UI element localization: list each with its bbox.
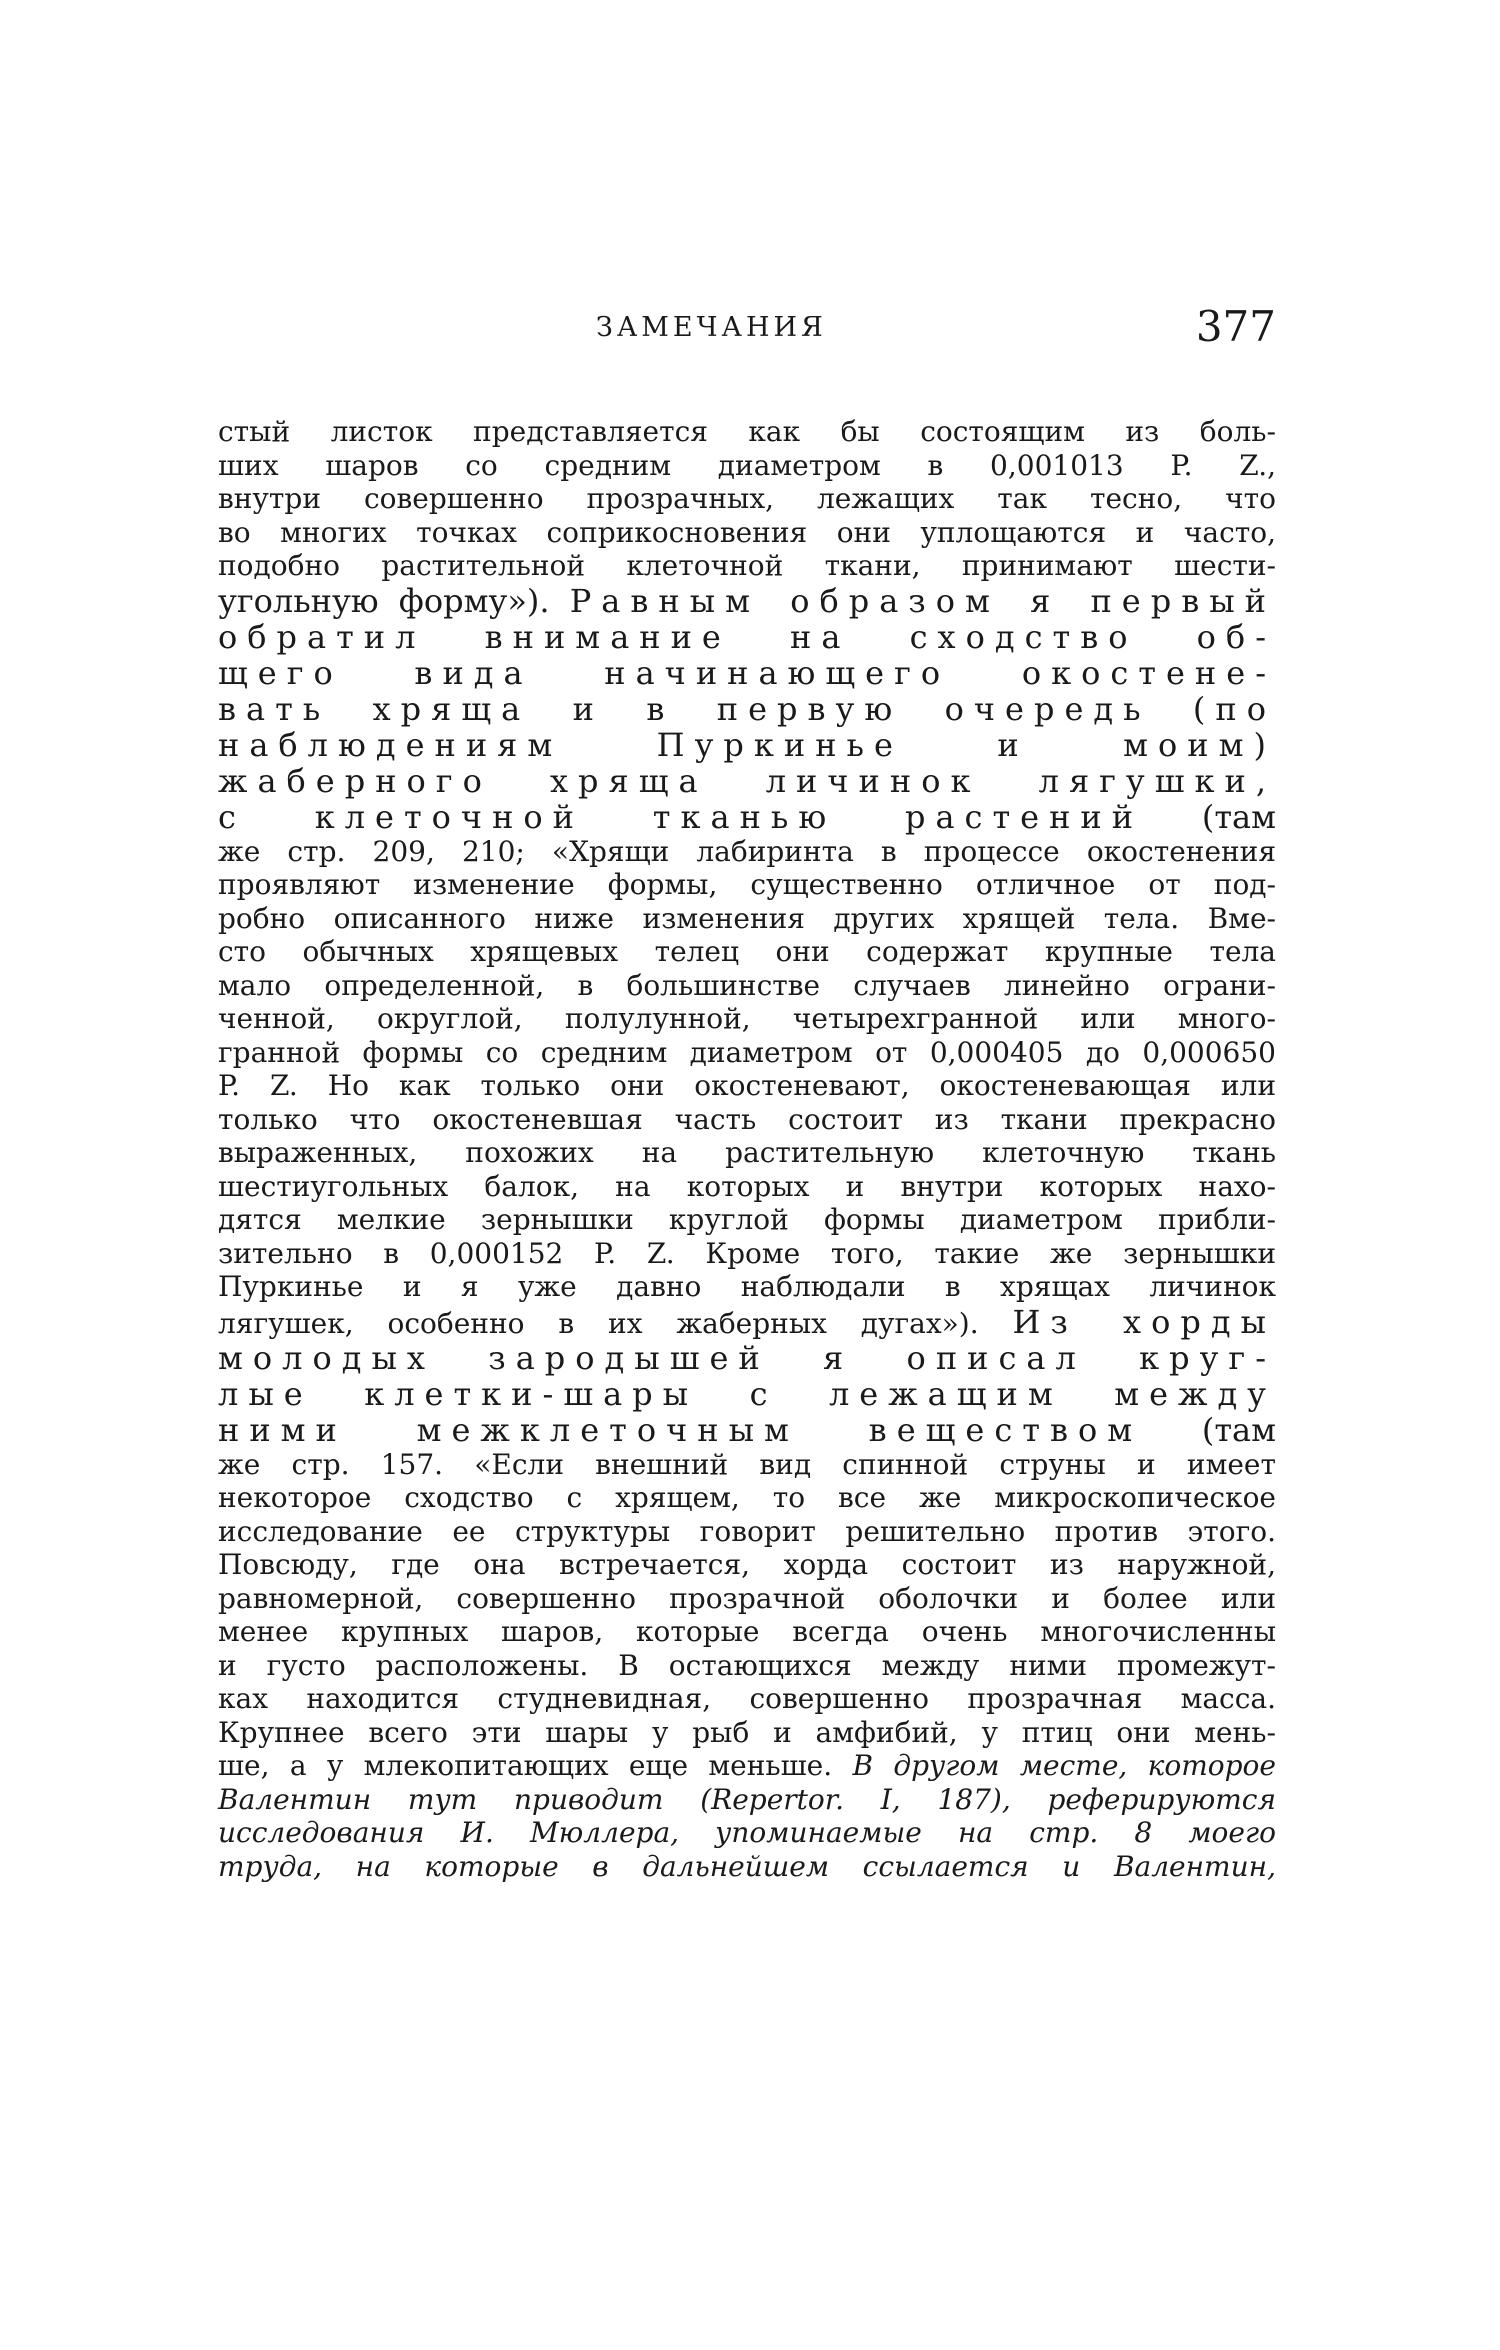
- text-run: (там: [1143, 797, 1277, 836]
- text-run: угольную форму»).: [218, 581, 570, 620]
- text-line: шестиугольных балок, на которых и внутри которых нахо-: [218, 1169, 1276, 1203]
- text-line: [218, 1376, 1276, 1412]
- text-line: [218, 1749, 1276, 1783]
- text-line: же стр. 209, 210; «Хрящи лабиринта в процессе окостенения: [218, 834, 1276, 868]
- text-line: проявляют изменение формы, существенно отличное от под-: [218, 868, 1276, 901]
- text-line: [218, 1412, 1276, 1448]
- text-line: [218, 799, 1276, 835]
- body-text: [218, 415, 1276, 1883]
- spaced-emphasis: наблюдениям Пуркинье и моим): [218, 725, 1276, 764]
- text-line: исследование ее структуры говорит решительно против этого.: [218, 1514, 1276, 1548]
- text-line: во многих точках соприкосновения они уплощаются и часто,: [218, 515, 1276, 549]
- page-number: 377: [1195, 302, 1276, 351]
- spaced-emphasis: жаберного хряща личинок лягушки,: [218, 761, 1276, 800]
- text-line: подобно растительной клеточной ткани, принимают шести-: [218, 549, 1276, 582]
- text-line: ших шаров со средним диаметром в 0,001013 P. Z.,: [218, 448, 1276, 482]
- text-line: выраженных, похожих на растительную клеточную ткань: [218, 1136, 1276, 1169]
- text-line: [218, 1340, 1276, 1376]
- text-line: гранной формы со средним диаметром от 0,000405 до 0,000650: [218, 1035, 1276, 1069]
- text-line: же стр. 157. «Если внешний вид спинной струны и имеет: [218, 1447, 1276, 1481]
- italic-run: исследования И. Мюллера, упоминаемые на стр. 8 моего: [218, 1816, 1276, 1849]
- text-line: Крупнее всего эти шары у рыб и амфибий, у птиц они мень-: [218, 1715, 1276, 1749]
- text-line: P. Z. Но как только они окостеневают, окостеневающая или: [218, 1069, 1276, 1102]
- spaced-emphasis: молодых зародышей я описал круг-: [218, 1338, 1276, 1377]
- text-line: [218, 691, 1276, 727]
- text-line: и густо расположены. В остающихся между ними промежут-: [218, 1648, 1276, 1682]
- text-line: [218, 1816, 1276, 1850]
- text-line: сто обычных хрящевых телец они содержат крупные тела: [218, 935, 1276, 968]
- text-run: (там: [1142, 1410, 1277, 1449]
- text-line: [218, 1783, 1276, 1817]
- text-line: [218, 763, 1276, 799]
- text-line: робно описанного ниже изменения других хрящей тела. Вме-: [218, 901, 1276, 935]
- spaced-emphasis: лые клетки-шары с лежащим между: [218, 1374, 1276, 1413]
- spaced-emphasis: ними межклеточным веществом: [218, 1410, 1143, 1449]
- text-line: ченной, округлой, полулунной, четырехгранной или много-: [218, 1002, 1276, 1035]
- running-head: ЗАМЕЧАНИЯ: [596, 312, 827, 343]
- text-line: внутри совершенно прозрачных, лежащих так тесно, что: [218, 482, 1276, 515]
- text-line: [218, 1304, 1276, 1340]
- text-line: мало определенной, в большинстве случаев линейно ограни-: [218, 968, 1276, 1002]
- italic-run: труда, на которые в дальнейшем ссылается и Валентин,: [218, 1849, 1276, 1883]
- text-line: ках находится студневидная, совершенно прозрачная масса.: [218, 1682, 1276, 1715]
- spaced-emphasis: Равным образом я первый: [569, 581, 1276, 620]
- text-line: [218, 655, 1276, 691]
- text-line: зительно в 0,000152 P. Z. Кроме того, такие же зернышки: [218, 1236, 1276, 1270]
- page-header: [218, 302, 1276, 362]
- spaced-emphasis: вать хряща и в первую очередь (по: [218, 689, 1276, 728]
- text-line: [218, 727, 1276, 763]
- text-line: только что окостеневшая часть состоит из ткани прекрасно: [218, 1102, 1276, 1136]
- italic-run: В другом месте, которое: [852, 1749, 1276, 1782]
- text-line: Повсюду, где она встречается, хорда состоит из наружной,: [218, 1548, 1276, 1581]
- text-line: стый листок представляется как бы состоящим из боль-: [218, 415, 1276, 448]
- text-line: [218, 619, 1276, 655]
- text-run: лягушек, особенно в их жаберных дугах»).: [218, 1306, 1013, 1340]
- spaced-emphasis: Из хорды: [1012, 1302, 1277, 1341]
- text-line: [218, 583, 1276, 619]
- text-line: [218, 1850, 1276, 1884]
- text-line: менее крупных шаров, которые всегда очень многочисленны: [218, 1615, 1276, 1648]
- text-line: некоторое сходство с хрящем, то все же микроскопическое: [218, 1481, 1276, 1514]
- spaced-emphasis: щего вида начинающего окостене-: [218, 653, 1276, 692]
- spaced-emphasis: с клеточной тканью растений: [218, 797, 1144, 836]
- text-line: равномерной, совершенно прозрачной оболочки и более или: [218, 1581, 1276, 1615]
- italic-run: Валентин тут приводит (Repertor. I, 187), реферируются: [218, 1782, 1276, 1816]
- text-line: дятся мелкие зернышки круглой формы диаметром прибли-: [218, 1203, 1276, 1236]
- text-run: ше, а у млекопитающих еще меньше.: [218, 1749, 853, 1782]
- text-line: Пуркинье и я уже давно наблюдали в хрящах личинок: [218, 1270, 1276, 1303]
- spaced-emphasis: обратил внимание на сходство об-: [218, 617, 1276, 656]
